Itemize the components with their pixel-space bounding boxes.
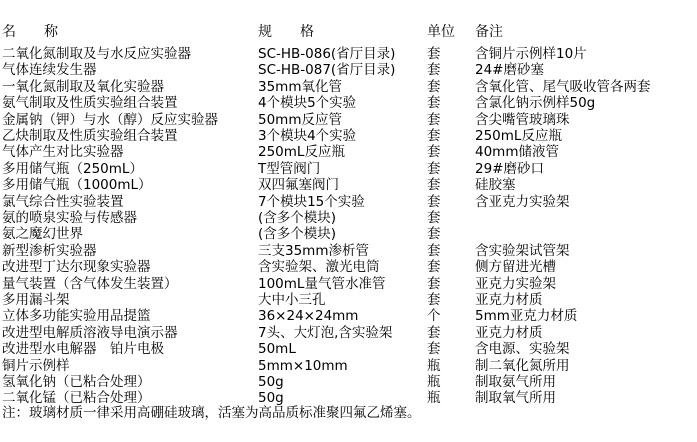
item-note: 含实验架试管架 — [475, 242, 570, 259]
item-name: 氨的喷泉实验与传感器 — [2, 210, 137, 226]
item-unit: 套 — [427, 210, 441, 226]
table-row — [0, 292, 697, 309]
item-note: 24#磨砂塞 — [475, 62, 544, 79]
item-note: 亚克力材质 — [475, 324, 543, 341]
item-name: 铜片示例样 — [2, 357, 70, 374]
item-spec: 三支35mm渗析管 — [258, 242, 369, 259]
item-unit: 瓶 — [427, 390, 441, 407]
item-name: 氨气制取及性质实验组合装置 — [2, 95, 178, 112]
item-unit: 套 — [427, 226, 441, 243]
item-note: 侧方留进光槽 — [475, 259, 556, 276]
item-unit: 个 — [427, 308, 441, 325]
item-spec: 4个模块5个实验 — [258, 95, 357, 112]
item-unit: 套 — [427, 275, 441, 292]
item-spec: 7头、大灯泡,含实验架 — [258, 324, 393, 341]
item-unit: 套 — [427, 78, 441, 95]
table-row — [0, 128, 697, 145]
table-header — [0, 22, 697, 42]
item-unit: 瓶 — [427, 374, 441, 390]
table-row — [0, 177, 697, 194]
item-note: 40mm储液管 — [475, 144, 559, 161]
item-note: 5mm亚克力材质 — [475, 308, 578, 325]
item-name: 乙炔制取及性质实验组合装置 — [2, 128, 178, 144]
item-name: 氯气综合性实验装置 — [2, 193, 124, 210]
header-spec: 规 格 — [258, 24, 314, 40]
item-unit: 套 — [427, 46, 441, 62]
item-note: 亚克力实验架 — [475, 275, 556, 292]
table-row — [0, 259, 697, 276]
item-note: 制取氨气所用 — [475, 374, 556, 390]
table-row — [0, 243, 697, 260]
item-spec: SC-HB-086(省厅目录) — [258, 46, 396, 62]
table-row — [0, 358, 697, 375]
item-spec: 100mL量气管水准管 — [258, 275, 386, 292]
item-spec: 50mL — [258, 341, 296, 358]
table-row — [0, 374, 697, 391]
item-spec: SC-HB-087(省厅目录) — [258, 62, 396, 79]
item-note: 含氯化钠示例样50g — [475, 95, 596, 112]
table-row — [0, 325, 697, 342]
item-name: 气体产生对比实验器 — [2, 144, 124, 161]
item-spec: (含多个模块) — [258, 210, 337, 226]
table-row — [0, 276, 697, 293]
item-note: 含铜片示例样10片 — [475, 46, 587, 62]
item-name: 二氧化锰（已粘合处理） — [2, 390, 151, 407]
item-spec: 50g — [258, 374, 284, 390]
item-name: 改进型丁达尔现象实验器 — [2, 259, 151, 276]
item-spec: 250mL反应瓶 — [258, 144, 345, 161]
item-note: 29#磨砂口 — [475, 160, 544, 177]
item-spec: 50mm反应管 — [258, 111, 342, 128]
table-row — [0, 62, 697, 79]
item-note: 含亚克力实验架 — [475, 193, 570, 210]
item-unit: 套 — [427, 193, 441, 210]
item-note: 制二氧化氮所用 — [475, 357, 570, 374]
item-unit: 套 — [427, 177, 441, 194]
table-row — [0, 194, 697, 211]
item-name: 氨之魔幻世界 — [2, 226, 83, 243]
item-spec: 大中小三孔 — [258, 292, 326, 308]
table-row — [0, 112, 697, 129]
item-unit: 套 — [427, 242, 441, 259]
item-name: 金属钠（钾）与水（醇）反应实验器 — [2, 111, 218, 128]
table-row — [0, 144, 697, 161]
item-name: 气体连续发生器 — [2, 62, 97, 79]
item-spec: (含多个模块) — [258, 226, 337, 243]
item-note: 含尖嘴管玻璃珠 — [475, 111, 570, 128]
item-note: 硅胶塞 — [475, 177, 516, 194]
item-note: 含电源、实验架 — [475, 341, 570, 358]
item-name: 二氧化氮制取及与水反应实验器 — [2, 46, 191, 62]
item-spec: 3个模块4个实验 — [258, 128, 357, 144]
item-unit: 套 — [427, 111, 441, 128]
item-name: 多用储气瓶（250mL） — [2, 160, 143, 177]
item-spec: T型管阀门 — [258, 160, 321, 177]
table-row — [0, 226, 697, 243]
item-note: 250mL反应瓶 — [475, 128, 562, 144]
item-name: 量气装置（含气体发生装置） — [2, 275, 178, 292]
item-unit: 套 — [427, 128, 441, 144]
table-row — [0, 79, 697, 96]
item-unit: 套 — [427, 324, 441, 341]
footnote: 注：玻璃材质一律采用高硼硅玻璃，活塞为高品质标准聚四氟乙烯塞。 — [2, 405, 421, 421]
table-row — [0, 210, 697, 227]
item-spec: 50g — [258, 390, 284, 407]
item-name: 改进型水电解器 铂片电极 — [2, 341, 164, 358]
item-unit: 套 — [427, 292, 441, 308]
item-spec: 双四氟塞阀门 — [258, 177, 339, 194]
item-unit: 套 — [427, 341, 441, 358]
item-name: 多用储气瓶（1000mL） — [2, 177, 152, 194]
header-unit: 单位 — [427, 24, 455, 40]
item-name: 一氧化氮制取及氧化实验器 — [2, 78, 164, 95]
item-name: 改进型电解质溶液导电演示器 — [2, 324, 178, 341]
item-spec: 35mm氧化管 — [258, 78, 342, 95]
item-spec: 含实验架、激光电筒 — [258, 259, 380, 276]
item-name: 新型渗析实验器 — [2, 242, 97, 259]
item-spec: 7个模块15个实验 — [258, 193, 365, 210]
item-unit: 套 — [427, 95, 441, 112]
item-unit: 套 — [427, 259, 441, 276]
table-row — [0, 46, 697, 63]
table-row — [0, 308, 697, 325]
item-unit: 瓶 — [427, 357, 441, 374]
table-row — [0, 341, 697, 358]
item-note: 制取氧气所用 — [475, 390, 556, 407]
item-note: 亚克力材质 — [475, 292, 543, 308]
header-name: 名 称 — [2, 24, 58, 40]
table-row — [0, 161, 697, 178]
header-note: 备注 — [475, 24, 503, 40]
table-row — [0, 95, 697, 112]
item-spec: 36×24×24mm — [258, 308, 359, 325]
item-unit: 套 — [427, 144, 441, 161]
item-spec: 5mm×10mm — [258, 357, 348, 374]
item-unit: 套 — [427, 62, 441, 79]
item-name: 多用漏斗架 — [2, 292, 70, 308]
item-note: 含氧化管、尾气吸收管各两套 — [475, 78, 651, 95]
item-name: 立体多功能实验用品提篮 — [2, 308, 151, 325]
item-name: 氢氧化钠（已粘合处理） — [2, 374, 151, 390]
item-unit: 套 — [427, 160, 441, 177]
